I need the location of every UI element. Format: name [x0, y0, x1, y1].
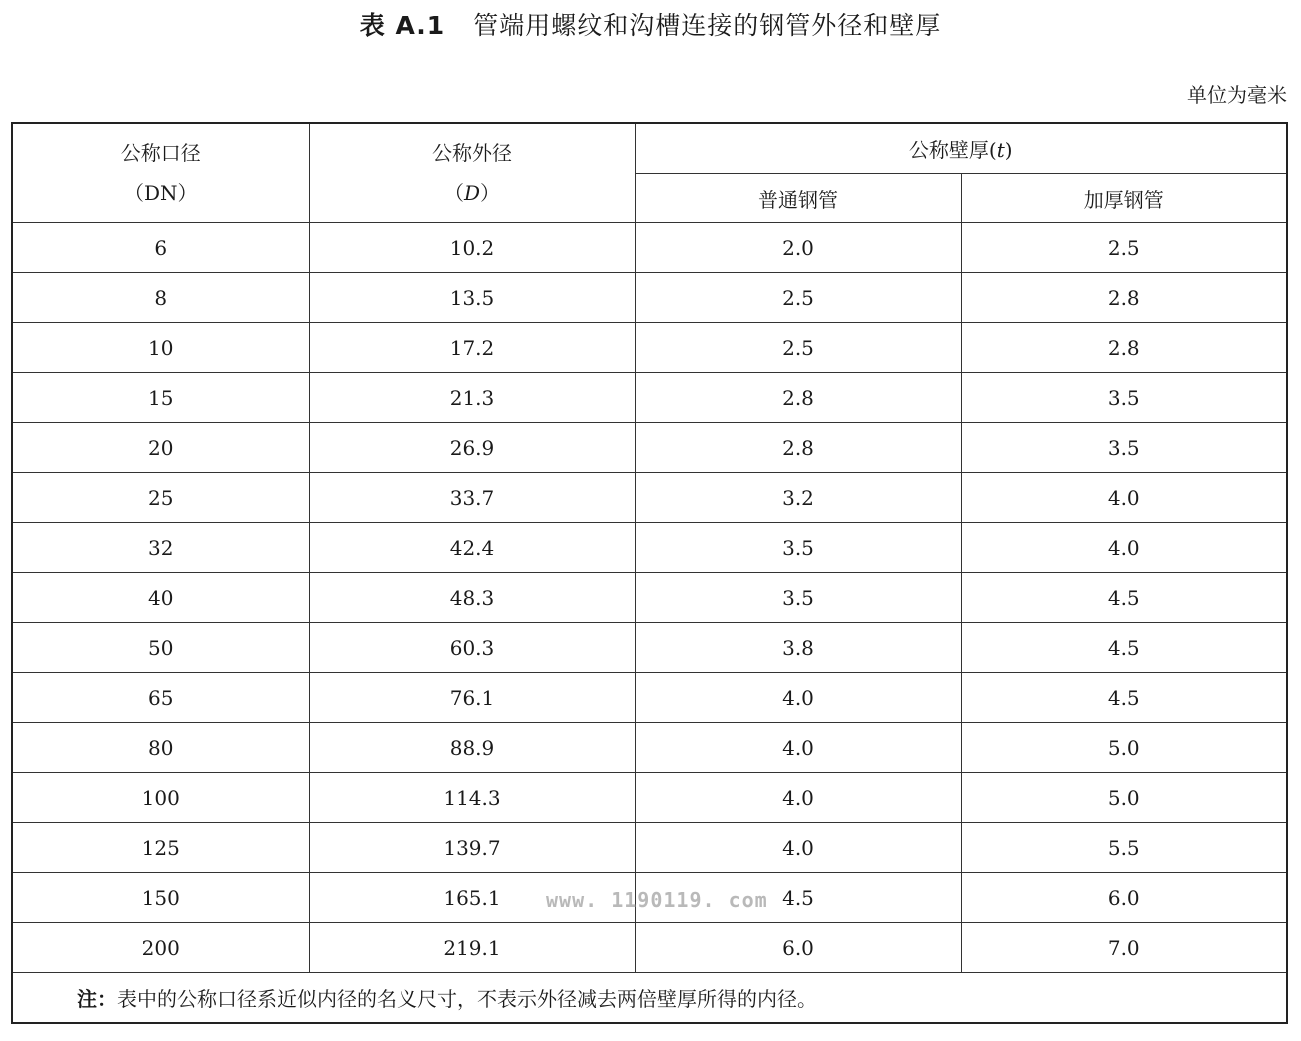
cell-nominal-diameter: 100	[12, 773, 309, 823]
table-row	[12, 773, 1287, 823]
table-number: 表 A.1	[359, 11, 446, 40]
cell-thickened-wall: 2.8	[961, 323, 1287, 373]
cell-outside-diameter: 10.2	[309, 223, 635, 273]
header-wall-thickness-label: 公称壁厚(	[908, 138, 997, 162]
header-thickened-pipe: 加厚钢管	[961, 174, 1287, 223]
cell-outside-diameter: 33.7	[309, 473, 635, 523]
cell-standard-wall: 3.8	[635, 623, 961, 673]
cell-nominal-diameter: 125	[12, 823, 309, 873]
header-wall-thickness	[635, 123, 1287, 174]
table-row	[12, 723, 1287, 773]
cell-outside-diameter: 219.1	[309, 923, 635, 973]
header-outside-diameter	[309, 123, 635, 223]
cell-standard-wall: 2.0	[635, 223, 961, 273]
cell-standard-wall: 6.0	[635, 923, 961, 973]
table-row	[12, 823, 1287, 873]
cell-thickened-wall: 6.0	[961, 873, 1287, 923]
cell-standard-wall: 4.0	[635, 823, 961, 873]
cell-thickened-wall: 4.0	[961, 473, 1287, 523]
note-text: 表中的公称口径系近似内径的名义尺寸，不表示外径减去两倍壁厚所得的内径。	[117, 987, 817, 1011]
cell-outside-diameter: 114.3	[309, 773, 635, 823]
cell-standard-wall: 4.0	[635, 773, 961, 823]
cell-standard-wall: 3.5	[635, 573, 961, 623]
cell-thickened-wall: 5.0	[961, 773, 1287, 823]
cell-outside-diameter: 17.2	[309, 323, 635, 373]
cell-thickened-wall: 5.5	[961, 823, 1287, 873]
table-body	[12, 223, 1287, 973]
table-row	[12, 923, 1287, 973]
cell-nominal-diameter: 150	[12, 873, 309, 923]
header-wall-thickness-symbol: t	[996, 138, 1005, 162]
cell-outside-diameter: 165.1	[309, 873, 635, 923]
cell-standard-wall: 4.0	[635, 673, 961, 723]
cell-nominal-diameter: 200	[12, 923, 309, 973]
table-title	[0, 8, 1301, 44]
header-standard-pipe: 普通钢管	[635, 174, 961, 223]
cell-outside-diameter: 26.9	[309, 423, 635, 473]
header-outside-diameter-symbol	[310, 173, 635, 213]
cell-standard-wall: 3.2	[635, 473, 961, 523]
cell-outside-diameter: 48.3	[309, 573, 635, 623]
header-wall-thickness-close: )	[1004, 138, 1013, 162]
unit-note: 单位为毫米	[1187, 83, 1287, 107]
table-row	[12, 423, 1287, 473]
cell-standard-wall: 2.8	[635, 373, 961, 423]
cell-thickened-wall: 3.5	[961, 423, 1287, 473]
table-row	[12, 323, 1287, 373]
cell-thickened-wall: 4.0	[961, 523, 1287, 573]
cell-nominal-diameter: 10	[12, 323, 309, 373]
header-nominal-diameter	[12, 123, 309, 223]
cell-nominal-diameter: 32	[12, 523, 309, 573]
header-nominal-diameter-symbol: （DN）	[123, 181, 198, 205]
cell-outside-diameter: 88.9	[309, 723, 635, 773]
cell-nominal-diameter: 65	[12, 673, 309, 723]
cell-standard-wall: 2.5	[635, 323, 961, 373]
table-row	[12, 273, 1287, 323]
cell-nominal-diameter: 50	[12, 623, 309, 673]
note-label: 注：	[77, 987, 117, 1011]
table-row	[12, 223, 1287, 273]
cell-thickened-wall: 4.5	[961, 573, 1287, 623]
cell-outside-diameter: 76.1	[309, 673, 635, 723]
cell-nominal-diameter: 25	[12, 473, 309, 523]
cell-outside-diameter: 139.7	[309, 823, 635, 873]
cell-standard-wall: 4.5	[635, 873, 961, 923]
table-row	[12, 673, 1287, 723]
cell-standard-wall: 2.8	[635, 423, 961, 473]
header-od-open: （	[443, 181, 464, 205]
table-row	[12, 473, 1287, 523]
table-title-text: 管端用螺纹和沟槽连接的钢管外径和壁厚	[473, 11, 942, 40]
cell-nominal-diameter: 20	[12, 423, 309, 473]
cell-nominal-diameter: 40	[12, 573, 309, 623]
cell-nominal-diameter: 80	[12, 723, 309, 773]
table-row	[12, 373, 1287, 423]
pipe-dimension-table	[11, 122, 1288, 1024]
header-nominal-diameter-label: 公称口径	[120, 141, 201, 165]
table-row	[12, 873, 1287, 923]
header-outside-diameter-label: 公称外径	[432, 141, 512, 165]
cell-outside-diameter: 21.3	[309, 373, 635, 423]
cell-thickened-wall: 4.5	[961, 673, 1287, 723]
cell-outside-diameter: 42.4	[309, 523, 635, 573]
cell-nominal-diameter: 8	[12, 273, 309, 323]
cell-thickened-wall: 3.5	[961, 373, 1287, 423]
table-row	[12, 573, 1287, 623]
cell-thickened-wall: 7.0	[961, 923, 1287, 973]
table-note	[12, 973, 1287, 1024]
cell-nominal-diameter: 6	[12, 223, 309, 273]
cell-thickened-wall: 4.5	[961, 623, 1287, 673]
cell-thickened-wall: 2.8	[961, 273, 1287, 323]
header-od-symbol: D	[463, 181, 481, 205]
cell-outside-diameter: 13.5	[309, 273, 635, 323]
header-od-close: ）	[480, 181, 501, 205]
cell-standard-wall: 3.5	[635, 523, 961, 573]
cell-standard-wall: 2.5	[635, 273, 961, 323]
cell-thickened-wall: 2.5	[961, 223, 1287, 273]
cell-standard-wall: 4.0	[635, 723, 961, 773]
watermark: www. 1190119. com	[546, 888, 768, 912]
cell-outside-diameter: 60.3	[309, 623, 635, 673]
cell-nominal-diameter: 15	[12, 373, 309, 423]
table-row	[12, 623, 1287, 673]
table-row	[12, 523, 1287, 573]
cell-thickened-wall: 5.0	[961, 723, 1287, 773]
